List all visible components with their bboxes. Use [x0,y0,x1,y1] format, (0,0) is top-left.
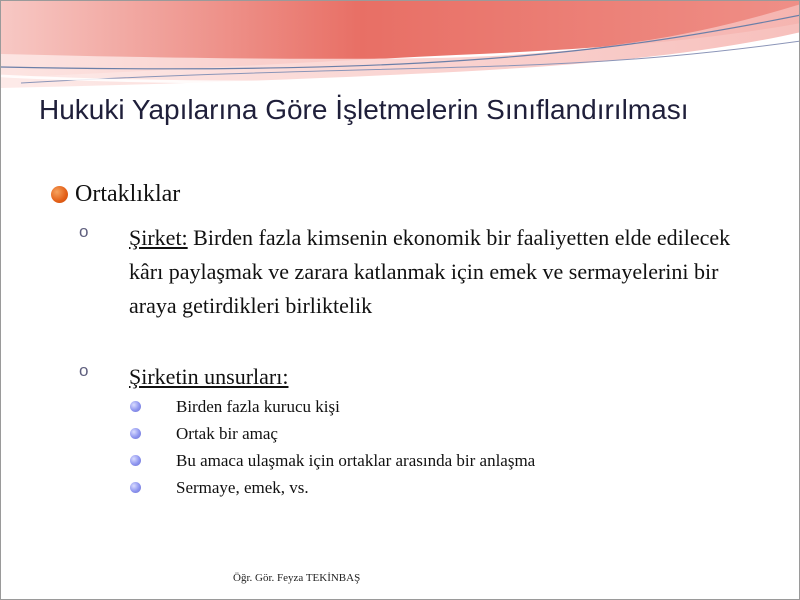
slide-title: Hukuki Yapılarına Göre İşletmelerin Sınıflandırılması [39,94,689,125]
list-item [130,474,730,501]
list-item [130,393,730,420]
subbullet-sirket-content [129,221,749,323]
blue-dot-icon [130,401,141,412]
subbullet-sirket-text: Birden fazla kimsenin ekonomik bir faaliyetten elde edilecek kârı paylaşmak ve zarara katlanmak için emek ve sermayelerini bir araya getirdikleri birliktelik [129,225,731,318]
list-item-text: Bu amaca ulaşmak için ortaklar arasında bir anlaşma [176,450,536,470]
bullet-ortakliklar [51,179,180,209]
subbullet-sirketin-unsurlari-content [129,360,749,394]
subbullet-sirketin-unsurlari-label: Şirketin unsurları: [129,364,289,389]
blue-dot-icon [130,482,141,493]
orange-dot-icon [51,186,68,203]
subbullet-sirket [79,221,749,323]
list-item [130,420,730,447]
blue-dot-icon [130,455,141,466]
list-item-text: Sermaye, emek, vs. [176,477,309,497]
list-item-text: Ortak bir amaç [176,423,278,443]
bullet-ortakliklar-text: Ortaklıklar [75,180,181,207]
circle-outline-icon: o [79,222,89,241]
subbullet-sirket-label: Şirket: [129,225,188,250]
header-decoration [1,1,800,93]
footer-author: Öğr. Gör. Feyza TEKİNBAŞ [233,572,361,584]
blue-dot-icon [130,428,141,439]
circle-outline-icon: o [79,361,89,380]
list-item-text: Birden fazla kurucu kişi [176,396,340,416]
unsurlar-list [130,393,730,501]
list-item [130,447,730,474]
subbullet-sirketin-unsurlari [79,360,749,394]
